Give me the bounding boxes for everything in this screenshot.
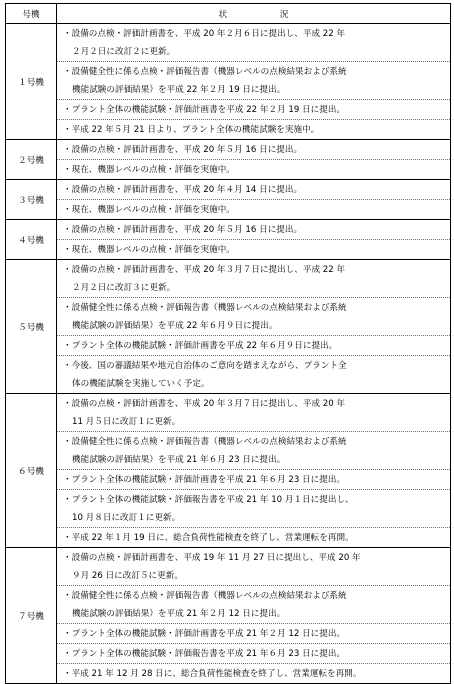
status-item-line	[63, 121, 447, 139]
status-item	[57, 199, 450, 219]
status-item-text: プラント全体の機能試験・評価計画書を平成 22 年２月 19 日に提出。	[71, 105, 346, 115]
status-item-line	[63, 317, 447, 335]
status-item-text: 機能試験の評価結果）を平成 21 年２月 12 日に提出。	[72, 609, 286, 619]
bullet-marker: ・	[63, 629, 72, 639]
status-item-line	[63, 433, 447, 451]
status-item-text: 平成 22 年１月 19 日に、総合負荷性能検査を終了し、営業運転を再開。	[71, 533, 354, 543]
status-item-text: プラント全体の機能試験・評価計画書を平成 21 年２月 12 日に提出。	[71, 629, 346, 639]
unit-row	[6, 180, 451, 220]
bullet-marker: ・	[63, 185, 72, 195]
unit-name: ６号機	[6, 394, 57, 548]
unit-row	[6, 220, 451, 260]
status-item-line	[63, 587, 447, 605]
status-item-line	[63, 201, 447, 219]
status-item	[57, 180, 450, 199]
status-item	[57, 239, 450, 259]
bullet-marker: ・	[63, 105, 72, 115]
status-item-text: ２月２日に改訂２に更新。	[72, 47, 176, 57]
status-cell	[57, 260, 451, 394]
status-item-line	[63, 43, 447, 61]
status-item-text: ２月２日に改訂３に更新。	[72, 283, 176, 293]
unit-name: ７号機	[6, 548, 57, 684]
status-item-text: 今後、国の審議結果や地元自治体のご意向を踏まえながら、プラント全	[71, 361, 347, 371]
status-item	[57, 61, 450, 99]
status-item-line	[63, 471, 447, 489]
status-item-text: 現在、機器レベルの点検・評価を実施中。	[71, 245, 235, 255]
status-item-line	[63, 529, 447, 547]
bullet-marker: ・	[63, 533, 72, 543]
status-item-line	[63, 221, 447, 239]
status-item-text: 設備健全性に係る点検・評価報告書（機器レベルの点検結果および系統	[71, 437, 347, 447]
status-item-text: 体の機能試験を実施していく予定。	[72, 379, 210, 389]
status-item-text: 設備の点検・評価計画書を、平成 20 年３月７日に提出し、平成 22 年	[71, 265, 346, 275]
unit-name: ５号機	[6, 260, 57, 394]
bullet-marker: ・	[63, 303, 72, 313]
status-item-line	[63, 395, 447, 413]
unit-status-table	[5, 3, 451, 684]
status-item	[57, 159, 450, 179]
status-item-line	[63, 181, 447, 199]
status-item	[57, 260, 450, 297]
status-item-text: 設備の点検・評価計画書を、平成 20 年２月６日に提出し、平成 22 年	[71, 29, 346, 39]
unit-name: １号機	[6, 24, 57, 140]
status-item	[57, 394, 450, 431]
status-item-text: 機能試験の評価結果）を平成 21 年６月 23 日に提出。	[72, 455, 286, 465]
status-item	[57, 335, 450, 355]
status-item-line	[63, 625, 447, 643]
status-item-line	[63, 81, 447, 99]
status-item	[57, 585, 450, 623]
unit-name: ４号機	[6, 220, 57, 260]
status-item-text: 11 月５日に改訂１に更新。	[72, 417, 181, 427]
status-item-text: プラント全体の機能試験・評価計画書を平成 22 年６月９日に提出。	[71, 341, 338, 351]
status-item-text: 機能試験の評価結果）を平成 22 年２月 19 日に提出。	[72, 85, 286, 95]
status-item-text: 現在、機器レベルの点検・評価を実施中。	[71, 165, 235, 175]
status-item-line	[63, 261, 447, 279]
bullet-marker: ・	[63, 495, 72, 505]
status-item	[57, 431, 450, 469]
unit-name: ３号機	[6, 180, 57, 220]
status-item-text: 設備の点検・評価計画書を、平成 20 年４月 14 日に提出。	[71, 185, 303, 195]
status-item-text: 設備の点検・評価計画書を、平成 19 年 11 月 27 日に提出し、平成 20 年	[71, 553, 361, 563]
bullet-marker: ・	[63, 399, 72, 409]
unit-row	[6, 24, 451, 140]
status-item-line	[63, 337, 447, 355]
status-cell	[57, 548, 451, 684]
status-item-line	[63, 279, 447, 297]
status-item-line	[63, 491, 447, 509]
bullet-marker: ・	[63, 225, 72, 235]
status-item-text: 設備の点検・評価計画書を、平成 20 年３月７日に提出し、平成 20 年	[71, 399, 346, 409]
status-item-line	[63, 25, 447, 43]
status-item-text: ９月 26 日に改訂５に更新。	[72, 571, 183, 581]
status-item-line	[63, 567, 447, 585]
status-item-text: 設備健全性に係る点検・評価報告書（機器レベルの点検結果および系統	[71, 67, 347, 77]
bullet-marker: ・	[63, 649, 72, 659]
unit-row	[6, 548, 451, 684]
status-item-text: 設備の点検・評価計画書を、平成 20 年５月 16 日に提出。	[71, 145, 303, 155]
status-item-text: 10 月８日に改訂１に更新。	[72, 513, 181, 523]
bullet-marker: ・	[63, 669, 72, 679]
status-item-line	[63, 161, 447, 179]
unit-row	[6, 140, 451, 180]
unit-row	[6, 260, 451, 394]
status-cell	[57, 140, 451, 180]
bullet-marker: ・	[63, 475, 72, 485]
status-item-line	[63, 357, 447, 375]
status-item-line	[63, 549, 447, 567]
bullet-marker: ・	[63, 165, 72, 175]
status-item	[57, 297, 450, 335]
table-body	[6, 24, 451, 684]
status-item-text: 機能試験の評価結果）を平成 22 年６月９日に提出。	[72, 321, 278, 331]
bullet-marker: ・	[63, 265, 72, 275]
status-item-text: プラント全体の機能試験・評価計画書を平成 21 年６月 23 日に提出。	[71, 475, 346, 485]
bullet-marker: ・	[63, 591, 72, 601]
status-item	[57, 24, 450, 61]
bullet-marker: ・	[63, 437, 72, 447]
status-item-text: 平成 22 年５月 21 日より、プラント全体の機能試験を実施中。	[71, 125, 320, 135]
header-status	[57, 4, 451, 24]
status-item	[57, 220, 450, 239]
unit-row	[6, 394, 451, 548]
status-item	[57, 355, 450, 393]
status-item-line	[63, 509, 447, 527]
status-item	[57, 469, 450, 489]
bullet-marker: ・	[63, 553, 72, 563]
status-item-line	[63, 299, 447, 317]
bullet-marker: ・	[63, 361, 72, 371]
status-item	[57, 99, 450, 119]
bullet-marker: ・	[63, 67, 72, 77]
bullet-marker: ・	[63, 245, 72, 255]
status-item-line	[63, 241, 447, 259]
status-cell	[57, 220, 451, 260]
status-cell	[57, 394, 451, 548]
bullet-marker: ・	[63, 205, 72, 215]
status-item	[57, 663, 450, 683]
status-item-line	[63, 605, 447, 623]
status-item-text: 平成 21 年 12 月 28 日に、総合負荷性能検査を終了し、営業運転を再開。	[71, 669, 362, 679]
bullet-marker: ・	[63, 341, 72, 351]
status-item-text: 設備健全性に係る点検・評価報告書（機器レベルの点検結果および系統	[71, 303, 347, 313]
status-item-text: プラント全体の機能試験・評価報告書を平成 21 年６月 23 日に提出。	[71, 649, 346, 659]
status-item-text: 設備健全性に係る点検・評価報告書（機器レベルの点検結果および系統	[71, 591, 347, 601]
status-item-line	[63, 665, 447, 683]
status-item-line	[63, 451, 447, 469]
header-row	[6, 4, 451, 24]
status-cell	[57, 180, 451, 220]
status-item-line	[63, 141, 447, 159]
status-item	[57, 140, 450, 159]
status-item-line	[63, 101, 447, 119]
header-unit: 号機	[6, 4, 57, 24]
status-item-text: プラント全体の機能試験・評価報告書を平成 21 年 10 月１日に提出し、	[71, 495, 354, 505]
status-item-line	[63, 375, 447, 393]
bullet-marker: ・	[63, 29, 72, 39]
unit-name: ２号機	[6, 140, 57, 180]
status-item	[57, 623, 450, 643]
bullet-marker: ・	[63, 145, 72, 155]
status-item	[57, 643, 450, 663]
bullet-marker: ・	[63, 125, 72, 135]
status-item	[57, 548, 450, 585]
status-item-line	[63, 645, 447, 663]
status-item-text: 設備の点検・評価計画書を、平成 20 年５月 16 日に提出。	[71, 225, 303, 235]
header-status-label: 状 況	[218, 9, 311, 20]
status-item-line	[63, 63, 447, 81]
status-cell	[57, 24, 451, 140]
status-item	[57, 119, 450, 139]
status-item-text: 現在、機器レベルの点検・評価を実施中。	[71, 205, 235, 215]
status-item-line	[63, 413, 447, 431]
status-item	[57, 489, 450, 527]
status-item	[57, 527, 450, 547]
